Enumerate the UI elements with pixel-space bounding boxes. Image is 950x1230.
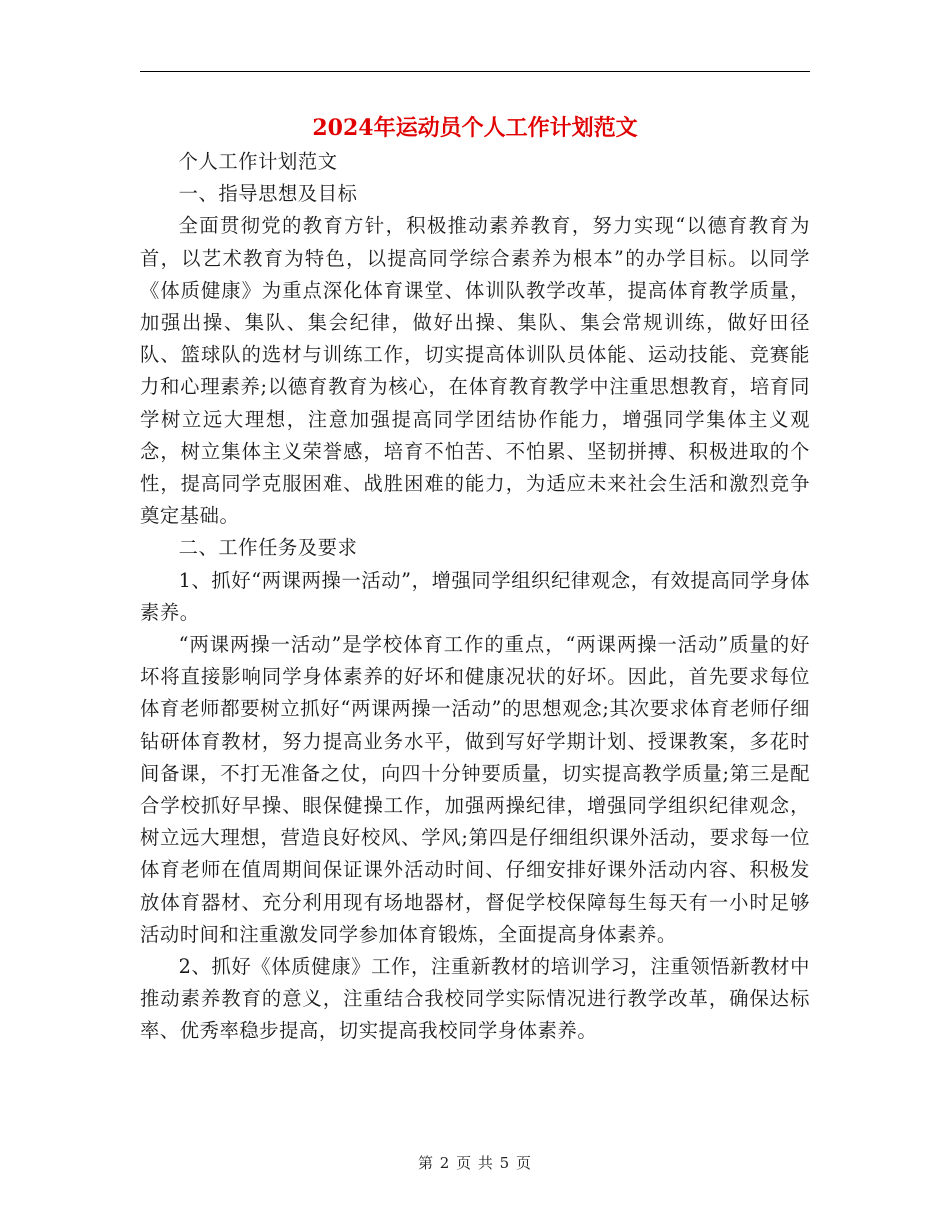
- paragraph-task-2: 2、抓好《体质健康》工作，注重新教材的培训学习，注重领悟新教材中推动素养教育的意义，注重结合我校同学实际情况进行教学改革，确保达标率、优秀率稳步提高，切实提高我校同学身体素养。: [140, 955, 810, 1043]
- section-heading-guiding-ideas: 一、指导思想及目标: [178, 182, 358, 206]
- section-heading-tasks: 二、工作任务及要求: [178, 536, 358, 560]
- document-title: 2024年运动员个人工作计划范文: [312, 115, 638, 141]
- paragraph-task-1: 1、抓好“两课两操一活动”，增强同学组织纪律观念，有效提高同学身体素养。: [140, 568, 810, 624]
- document-body: [140, 146, 810, 1048]
- paragraph-subtitle: 个人工作计划范文: [178, 150, 338, 173]
- header-rule: [140, 71, 810, 72]
- page-number: 第 2 页 共 5 页: [418, 1154, 532, 1172]
- paragraph-task-1-detail: “两课两操一活动”是学校体育工作的重点，“两课两操一活动”质量的好坏将直接影响同学身体素养的好坏和健康况状的好坏。因此，首先要求每位体育老师都要树立抓好“两课两操一活动”的思想观念;其次要求体育老师仔细钻研体育教材，努力提高业务水平，做到写好学期计划、授课教案，多花时间备课，不打无准备之仗，向四十分钟要质量，切实提高教学质量;第三是配合学校抓好早操、眼保健操工作，加强两操纪律，增强同学组织纪律观念，树立远大理想，营造良好校风、学风;第四是仔细组织课外活动，要求每一位体育老师在值周期间保证课外活动时间、仔细安排好课外活动内容、积极发放体育器材、充分利用现有场地器材，督促学校保障每生每天有一小时足够活动时间和注重激发同学参加体育锻炼，全面提高身体素养。: [140, 633, 810, 946]
- paragraph-guiding-ideas: 全面贯彻党的教育方针，积极推动素养教育，努力实现“以德育教育为首，以艺术教育为特色，以提高同学综合素养为根本”的办学目标。以同学《体质健康》为重点深化体育课堂、体训队教学改革，提高体育教学质量，加强出操、集队、集会纪律，做好出操、集队、集会常规训练，做好田径队、篮球队的选材与训练工作，切实提高体训队员体能、运动技能、竞赛能力和心理素养;以德育教育为核心，在体育教育教学中注重思想教育，培育同学树立远大理想，注意加强提高同学团结协作能力，增强同学集体主义观念，树立集体主义荣誉感，培育不怕苦、不怕累、坚韧拼搏、积极进取的个性，提高同学克服困难、战胜困难的能力，为适应未来社会生活和激烈竞争奠定基础。: [140, 214, 810, 528]
